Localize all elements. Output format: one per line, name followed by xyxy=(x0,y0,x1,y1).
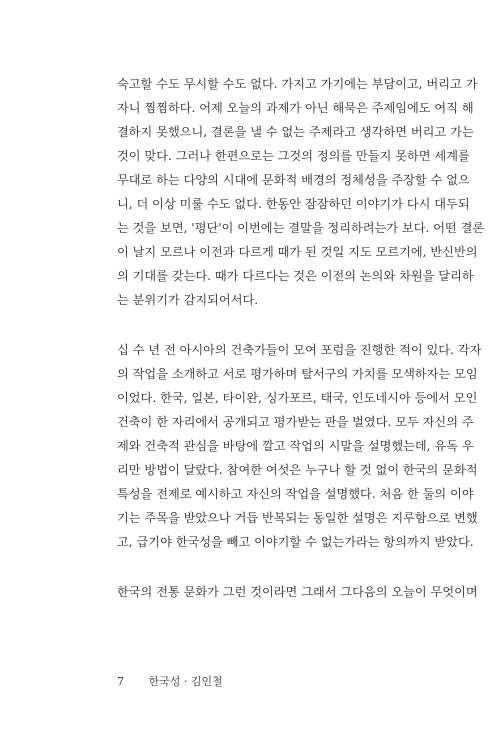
paragraph-1 xyxy=(117,72,485,312)
text-line: 건축이 한 자리에서 공개되고 평가받는 판을 벌였다. 모두 자신의 주 xyxy=(117,415,474,429)
page-footer xyxy=(117,675,223,689)
text-line: 이었다. 한국, 일본, 타이완, 싱가포르, 태국, 인도네시아 등에서 모인 xyxy=(117,391,478,405)
text-line: 결하지 못했으니, 결론을 낼 수 없는 주제라고 생각하면 버리고 가는 xyxy=(117,125,474,139)
paragraph-2 xyxy=(117,338,482,554)
text-line: 십 수 년 전 아시아의 건축가들이 모여 포럼을 진행한 적이 있다. 각자 xyxy=(117,343,482,357)
text-line: 고, 급기야 한국성을 빼고 이야기할 수 없는가라는 항의까지 받았다. xyxy=(117,535,474,549)
text-line: 는 분위기가 감지되어서다. xyxy=(117,293,259,307)
text-line: 이 날지 모르나 이전과 다르게 때가 된 것일 지도 모르기에, 반신반의 xyxy=(117,245,478,259)
running-title: 한국성 · 김인철 xyxy=(148,675,223,688)
text-line: 자니 찜찜하다. 어제 오늘의 과제가 아닌 해묵은 주제임에도 여직 해 xyxy=(117,101,474,115)
text-line: 제와 건축적 관심을 바탕에 깔고 작업의 시말을 설명했는데, 유독 우 xyxy=(117,439,474,453)
text-line: 한국의 전통 문화가 그런 것이라면 그래서 그다음의 오늘이 무엇이며 xyxy=(117,585,478,599)
text-line: 의 작업을 소개하고 서로 평가하며 탈서구의 가치를 모색하자는 모임 xyxy=(117,367,478,381)
text-line: 것이 맞다. 그러나 한편으로는 그것의 정의를 만들지 못하면 세계를 xyxy=(117,149,470,163)
body-text xyxy=(117,72,485,604)
text-line: 특성을 전제로 예시하고 자신의 작업을 설명했다. 처음 한 둘의 이야 xyxy=(117,487,474,501)
text-line: 기는 주목을 받았으나 거듭 반복되는 동일한 설명은 지루함으로 변했 xyxy=(117,511,478,525)
text-line: 무대로 하는 다양의 시대에 문화적 배경의 정체성을 주장할 수 없으 xyxy=(117,173,470,187)
text-line: 니, 더 이상 미룰 수도 없다. 한동안 잠잠하던 이야기가 다시 대두되 xyxy=(117,197,470,211)
paragraph-3 xyxy=(117,580,478,604)
text-line: 리만 방법이 달랐다. 참여한 여섯은 누구나 할 것 없이 한국의 문화적 xyxy=(117,463,478,477)
text-line: 는 것을 보면, '평단'이 이번에는 결말을 정리하려는가 보다. 어떤 결론 xyxy=(117,221,485,235)
page-number: 7 xyxy=(117,675,124,688)
text-line: 의 기대를 갖는다. 때가 다르다는 것은 이전의 논의와 차원을 달리하 xyxy=(117,269,474,283)
text-line: 숙고할 수도 무시할 수도 없다. 가지고 가기에는 부담이고, 버리고 가 xyxy=(117,77,478,91)
